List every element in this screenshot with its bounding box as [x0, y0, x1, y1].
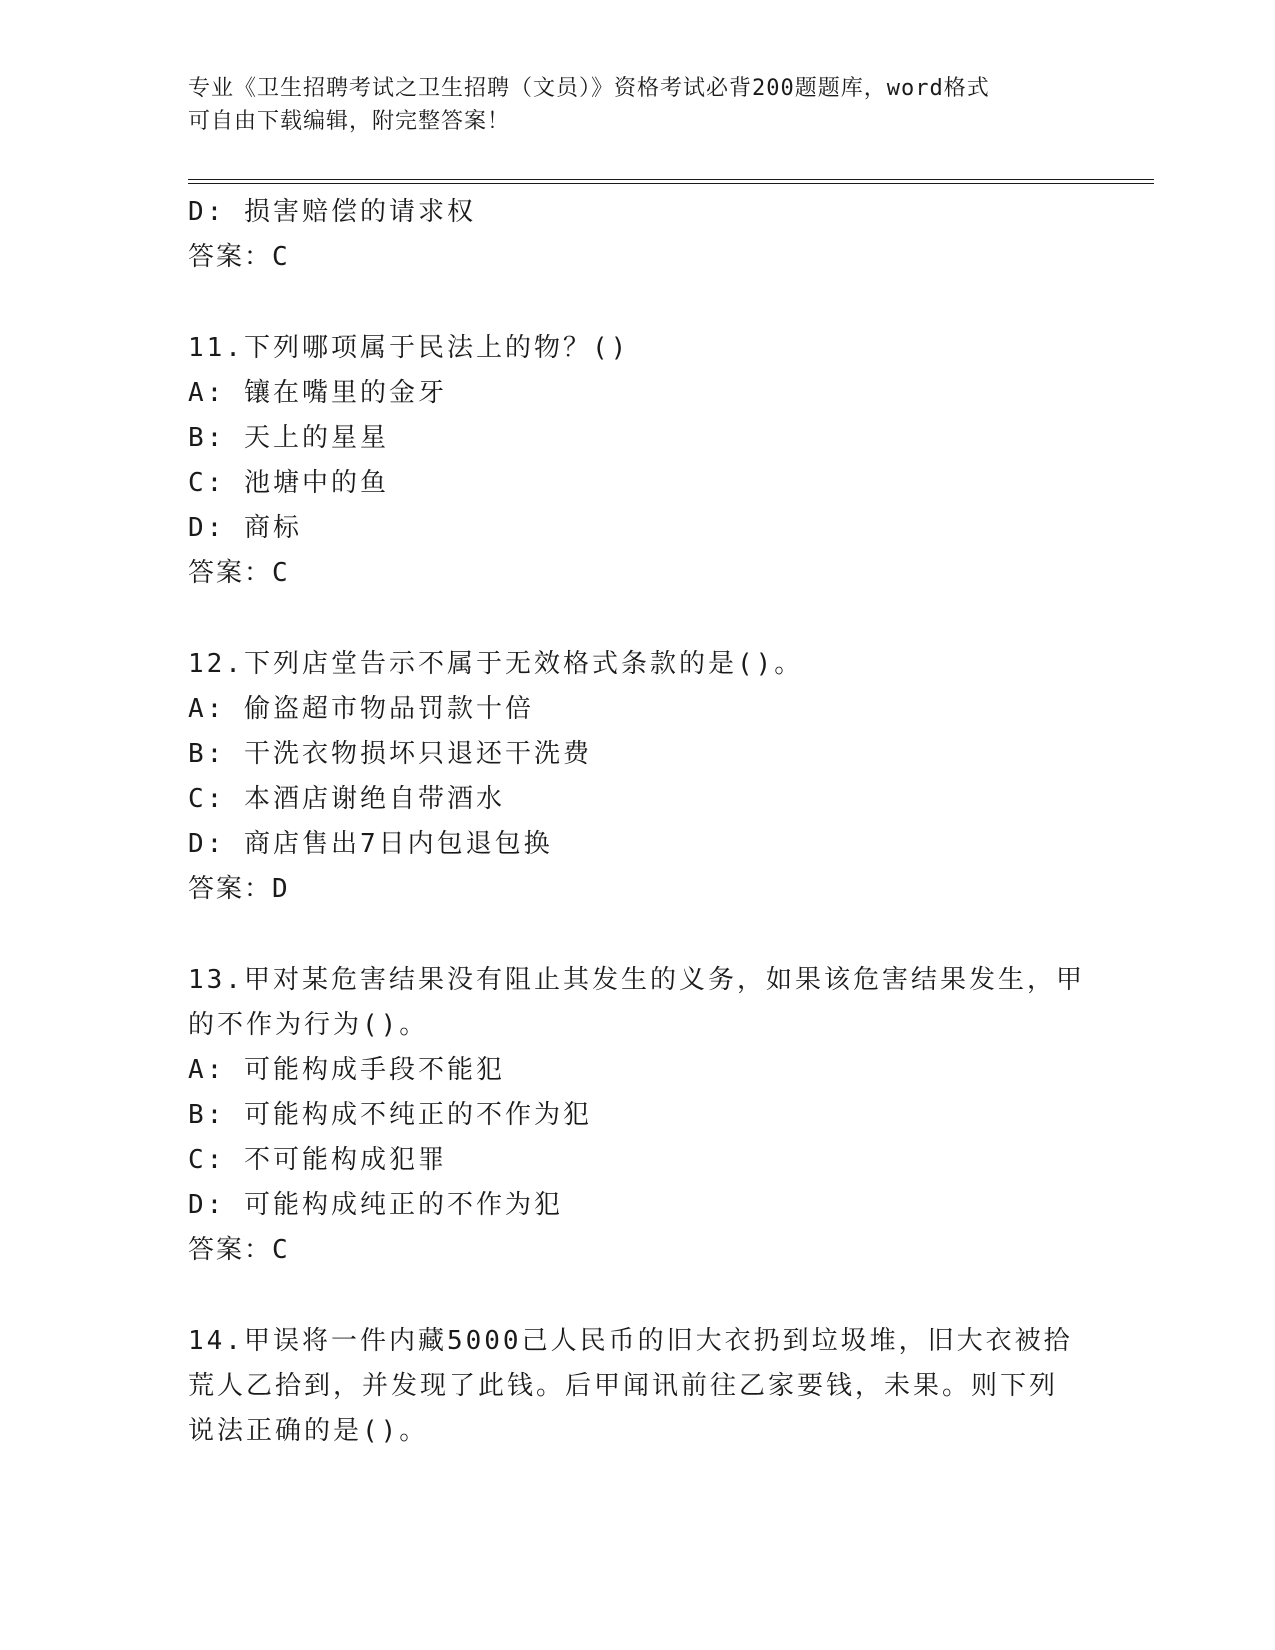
option-c: C: 本酒店谢绝自带酒水	[188, 784, 505, 814]
option-d: D: 商店售出7日内包退包换	[188, 829, 553, 859]
option-a: A: 可能构成手段不能犯	[188, 1055, 505, 1085]
answer: 答案：D	[188, 874, 290, 904]
question-12	[188, 642, 1088, 912]
header-line-2: 可自由下载编辑，附完整答案！	[188, 109, 511, 134]
option-d: D: 商标	[188, 513, 302, 543]
answer: 答案：C	[188, 558, 290, 588]
option-d: D: 可能构成纯正的不作为犯	[188, 1190, 563, 1220]
option-b: B: 可能构成不纯正的不作为犯	[188, 1100, 592, 1130]
question-list	[188, 190, 1088, 1454]
question-stem-line-1: 14.甲误将一件内藏5000己人民币的旧大衣扔到垃圾堆，旧大衣被拾	[188, 1326, 1073, 1356]
option-a: A: 偷盗超市物品罚款十倍	[188, 694, 534, 724]
question-stem-line-2: 的不作为行为()。	[188, 1010, 429, 1040]
question-stem-line-2: 荒人乙拾到，并发现了此钱。后甲闻讯前往乙家要钱，未果。则下列	[188, 1371, 1059, 1401]
header-divider-bottom	[188, 183, 1154, 184]
question-stem-line-1: 13.甲对某危害结果没有阻止其发生的义务，如果该危害结果发生，甲	[188, 965, 1085, 995]
question-14	[188, 1319, 1088, 1454]
header-divider-top	[188, 179, 1154, 180]
answer: 答案：C	[188, 242, 290, 272]
option-d: D: 损害赔偿的请求权	[188, 197, 476, 227]
question-10-tail	[188, 190, 1088, 280]
option-b: B: 天上的星星	[188, 423, 389, 453]
option-c: C: 不可能构成犯罪	[188, 1145, 447, 1175]
question-stem: 11.下列哪项属于民法上的物？()	[188, 333, 630, 363]
header-line-1: 专业《卫生招聘考试之卫生招聘（文员）》资格考试必背200题题库，word格式	[188, 76, 990, 101]
question-stem-line-3: 说法正确的是()。	[188, 1416, 429, 1446]
option-b: B: 干洗衣物损坏只退还干洗费	[188, 739, 592, 769]
document-header	[188, 72, 1088, 138]
option-a: A: 镶在嘴里的金牙	[188, 378, 447, 408]
option-c: C: 池塘中的鱼	[188, 468, 389, 498]
question-stem: 12.下列店堂告示不属于无效格式条款的是()。	[188, 649, 804, 679]
question-11	[188, 326, 1088, 596]
answer: 答案：C	[188, 1235, 290, 1265]
question-13	[188, 958, 1088, 1273]
